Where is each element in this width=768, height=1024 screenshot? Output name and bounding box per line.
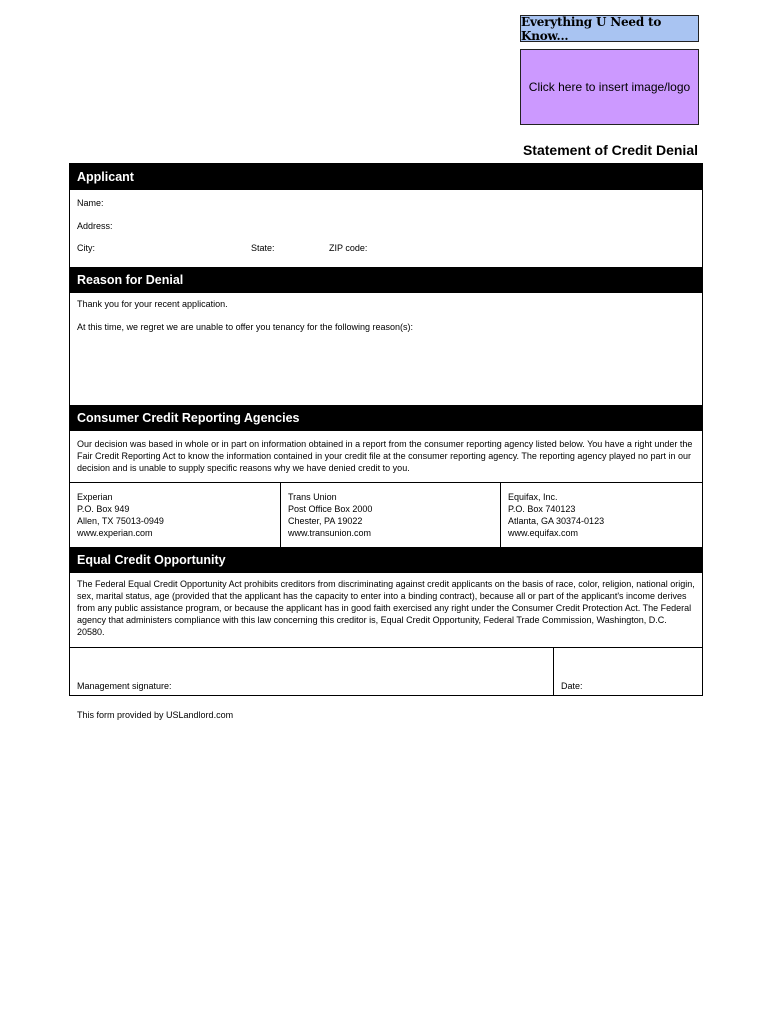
- signature-row: [70, 648, 702, 695]
- zip-label[interactable]: ZIP code:: [329, 243, 368, 253]
- credit-denial-form: [69, 163, 703, 696]
- city-state-zip-row: [77, 241, 695, 264]
- agency-website: www.equifax.com: [508, 527, 579, 538]
- agency-address-line: P.O. Box 949: [77, 503, 130, 514]
- date-field[interactable]: [554, 648, 702, 695]
- agency-name: Experian: [77, 491, 113, 502]
- name-label: Name:: [77, 198, 104, 208]
- agency-name: Equifax, Inc.: [508, 491, 558, 502]
- agency-equifax: [501, 483, 702, 547]
- reason-line-1: Thank you for your recent application.: [77, 298, 228, 309]
- agency-transunion: [281, 483, 501, 547]
- date-label: Date:: [561, 680, 583, 691]
- applicant-header: Applicant: [70, 164, 702, 190]
- logo-placeholder[interactable]: [520, 49, 699, 125]
- ecoa-text: The Federal Equal Credit Opportunity Act prohibits creditors from discriminating against credit applicants on the basis of race, color, religion, national origin, sex, marital status, age (provided that the applicant has the capacity to enter into a binding contract), because all or part of the applicant's income derives from any public assistance program, or because the applicant has in good faith exercised any right under the Consumer Credit Protection Act. The Federal agency that administers compliance with this law concerning this creditor is, Equal Credit Opportunity, Federal Trade Commission, Washington, D.C. 20580.: [70, 573, 702, 648]
- agency-website: www.experian.com: [77, 527, 153, 538]
- agency-address-line: Post Office Box 2000: [288, 503, 373, 514]
- reason-header: Reason for Denial: [70, 267, 702, 293]
- credit-agencies-header: Consumer Credit Reporting Agencies: [70, 405, 702, 431]
- signature-label: Management signature:: [77, 680, 172, 691]
- agency-website: www.transunion.com: [288, 527, 372, 538]
- document-title: Statement of Credit Denial: [522, 142, 698, 158]
- footer-note: This form provided by USLandlord.com: [77, 710, 234, 720]
- reason-body[interactable]: [70, 293, 702, 405]
- reason-line-2: At this time, we regret we are unable to offer you tenancy for the following reason(s):: [77, 321, 414, 332]
- name-row[interactable]: [77, 196, 695, 219]
- agencies-table: [70, 483, 702, 547]
- address-label: Address:: [77, 220, 113, 231]
- agency-name: Trans Union: [288, 491, 337, 502]
- agency-city-line: Allen, TX 75013-0949: [77, 515, 164, 526]
- logo-placeholder-text: Click here to insert image/logo: [528, 80, 691, 94]
- agency-city-line: Atlanta, GA 30374-0123: [508, 515, 605, 526]
- agency-experian: [70, 483, 281, 547]
- agency-city-line: Chester, PA 19022: [288, 515, 363, 526]
- state-label[interactable]: State:: [251, 243, 275, 253]
- agency-address-line: P.O. Box 740123: [508, 503, 576, 514]
- signature-field[interactable]: [70, 648, 554, 695]
- ecoa-header: Equal Credit Opportunity: [70, 547, 702, 573]
- banner: Everything U Need to Know...: [520, 15, 699, 42]
- address-row[interactable]: [77, 219, 695, 242]
- city-label[interactable]: City:: [77, 243, 95, 253]
- credit-agencies-text: Our decision was based in whole or in part on information obtained in a report from the consumer reporting agency listed below. You have a right under the Fair Credit Reporting Act to know the information contained in your credit file at the consumer reporting agency. The reporting agency played no part in our decision and is unable to supply specific reasons why we have denied credit to you.: [70, 431, 702, 483]
- applicant-fields: [70, 190, 702, 267]
